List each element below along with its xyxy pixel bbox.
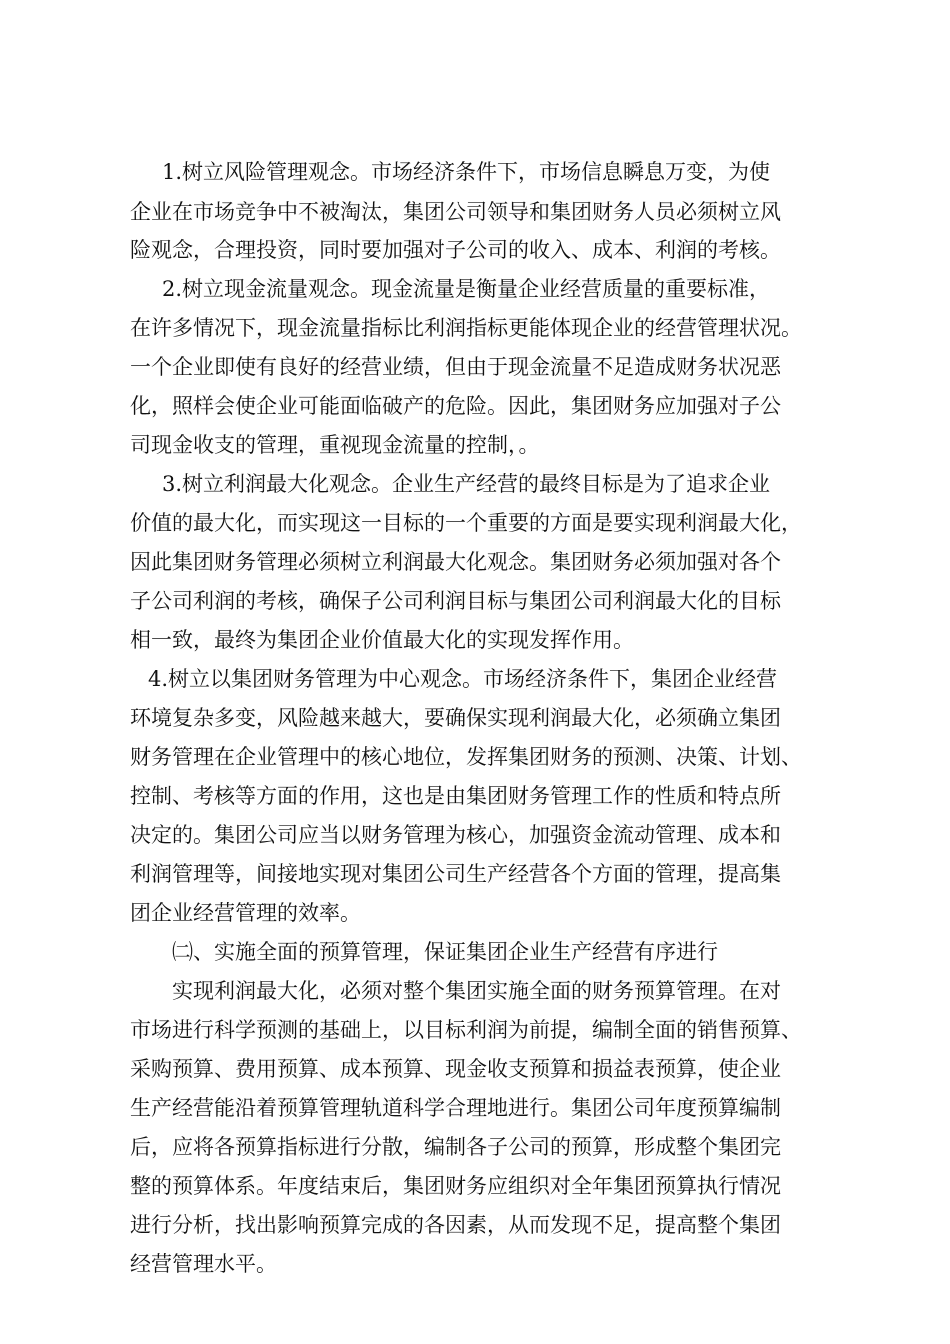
text-line: 因此集团财务管理必须树立利润最大化观念。集团财务必须加强对各个 (130, 550, 781, 574)
text-line: 经营管理水平。 (130, 1252, 277, 1276)
text-line: 企业在市场竞争中不被淘汰，集团公司领导和集团财务人员必须树立风 (130, 200, 781, 224)
text-line: 化，照样会使企业可能面临破产的危险。因此，集团财务应加强对子公 (130, 394, 781, 418)
text-line: 价值的最大化，而实现这一目标的一个重要的方面是要实现利润最大化， (130, 511, 802, 535)
text-line: 市场进行科学预测的基础上，以目标利润为前提，编制全面的销售预算、 (130, 1018, 802, 1042)
text-line: 3.树立利润最大化观念。企业生产经营的最终目标是为了追求企业 (162, 472, 771, 496)
text-line: 司现金收支的管理，重视现金流量的控制，。 (130, 433, 540, 457)
text-line: 团企业经营管理的效率。 (130, 901, 361, 925)
text-line: 实现利润最大化，必须对整个集团实施全面的财务预算管理。在对 (172, 979, 781, 1003)
text-line: 进行分析，找出影响预算完成的各因素，从而发现不足，提高整个集团 (130, 1213, 781, 1237)
text-line: 相一致，最终为集团企业价值最大化的实现发挥作用。 (130, 628, 634, 652)
text-line: 在许多情况下，现金流量指标比利润指标更能体现企业的经营管理状况。 (130, 316, 802, 340)
text-line: 决定的。集团公司应当以财务管理为核心，加强资金流动管理、成本和 (130, 823, 781, 847)
text-line: 生产经营能沿着预算管理轨道科学合理地进行。集团公司年度预算编制 (130, 1096, 781, 1120)
text-line: 1.树立风险管理观念。市场经济条件下，市场信息瞬息万变，为使 (162, 160, 771, 184)
text-line: 子公司利润的考核，确保子公司利润目标与集团公司利润最大化的目标 (130, 589, 781, 613)
text-line: 控制、考核等方面的作用，这也是由集团财务管理工作的性质和特点所 (130, 784, 781, 808)
text-line: 采购预算、费用预算、成本预算、现金收支预算和损益表预算，使企业 (130, 1057, 781, 1081)
text-line: 一个企业即使有良好的经营业绩，但由于现金流量不足造成财务状况恶 (130, 355, 781, 379)
text-line: 2.树立现金流量观念。现金流量是衡量企业经营质量的重要标准， (162, 277, 771, 301)
text-line: 险观念，合理投资，同时要加强对子公司的收入、成本、利润的考核。 (130, 238, 781, 262)
text-line: 环境复杂多变，风险越来越大，要确保实现利润最大化，必须确立集团 (130, 706, 781, 730)
text-line: 财务管理在企业管理中的核心地位，发挥集团财务的预测、决策、计划、 (130, 745, 802, 769)
text-line: 后，应将各预算指标进行分散，编制各子公司的预算，形成整个集团完 (130, 1135, 781, 1159)
text-line: 4.树立以集团财务管理为中心观念。市场经济条件下，集团企业经营 (148, 667, 778, 691)
section-heading: ㈡、实施全面的预算管理，保证集团企业生产经营有序进行 (172, 940, 718, 964)
text-line: 利润管理等，间接地实现对集团公司生产经营各个方面的管理，提高集 (130, 862, 781, 886)
text-line: 整的预算体系。年度结束后，集团财务应组织对全年集团预算执行情况 (130, 1174, 781, 1198)
